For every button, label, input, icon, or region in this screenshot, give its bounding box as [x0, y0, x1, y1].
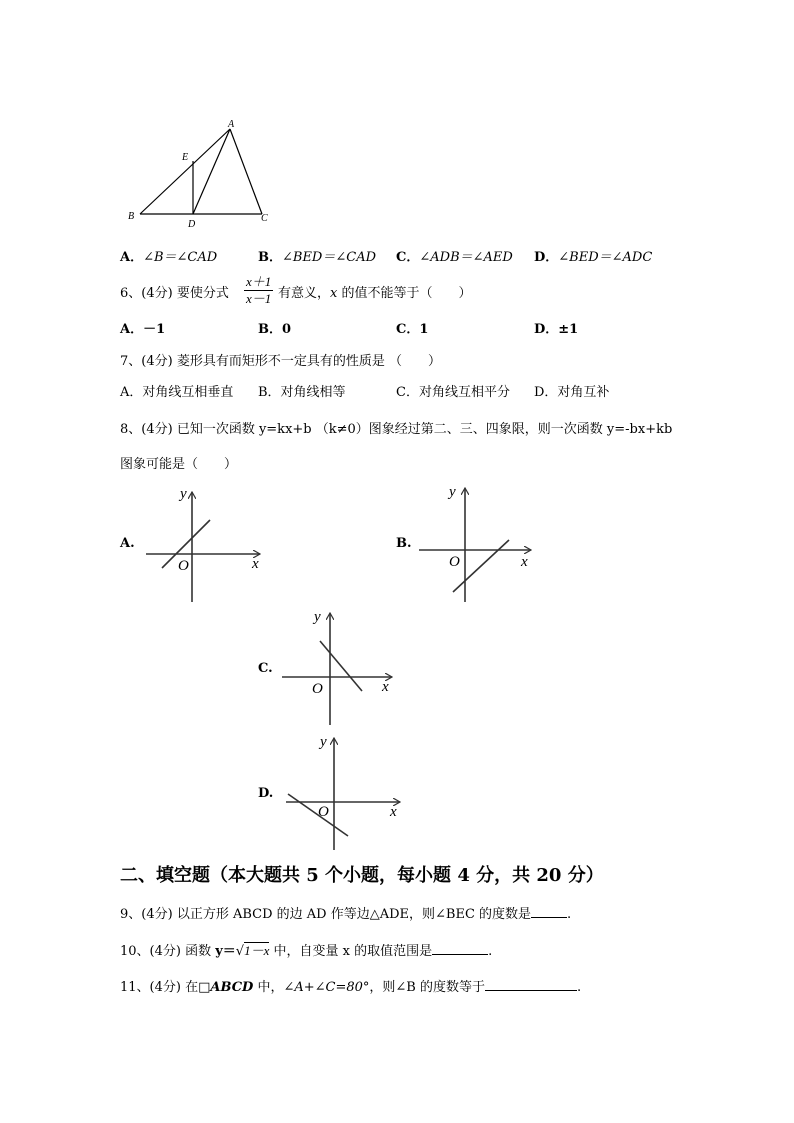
y-axis-label: y: [449, 484, 456, 500]
function-line: [320, 641, 362, 691]
q5-option-a-text: ∠B＝∠CAD: [143, 250, 218, 265]
q11-suffix: ，则∠B 的度数等于: [369, 980, 485, 995]
q5-option-a: [120, 250, 217, 266]
origin-label: O: [312, 681, 323, 697]
q6-prefix: 6、(4分) 要使分式: [120, 286, 229, 301]
q10: [120, 942, 492, 960]
q8-graph-d: [282, 730, 404, 852]
x-axis-label: x: [252, 556, 259, 572]
q9: [120, 905, 571, 923]
q9-end: .: [567, 907, 572, 922]
segment-ad: [193, 129, 230, 214]
q5-option-d-letter: D．: [534, 250, 559, 265]
label-c: C: [261, 213, 268, 224]
q11-condition: ∠A+∠C=80°: [283, 980, 370, 995]
y-axis-label: y: [180, 486, 187, 502]
q8-option-a-label: A.: [120, 536, 135, 551]
q8-graph-a: [140, 482, 270, 604]
triangle-figure: [120, 115, 280, 235]
q6-suffix-b: 的值不能等于（ ）: [337, 286, 472, 301]
q5-option-d-text: ∠BED＝∠ADC: [558, 250, 653, 265]
q5-option-d: [534, 250, 652, 266]
q7-stem: 7、(4分) 菱形具有而矩形不一定具有的性质是 （ ）: [120, 354, 441, 369]
q11-prefix: 11、(4分) 在: [120, 980, 199, 995]
origin-label: O: [318, 804, 329, 820]
q5-option-b: [258, 250, 376, 266]
q7-option-b: B．对角线相等: [258, 385, 346, 400]
q7-option-a: A．对角线互相垂直: [120, 385, 234, 400]
q11-parallelogram: □ABCD: [198, 980, 254, 995]
q11-mid: 中，: [253, 980, 284, 995]
q10-suffix: 中，自变量 x 的取值范围是: [269, 944, 433, 959]
origin-label: O: [178, 558, 189, 574]
q6-fraction-denominator: x－1: [246, 291, 272, 306]
q11-answer-blank[interactable]: [485, 978, 577, 991]
section-2-title: 二、填空题（本大题共 5 个小题，每小题 4 分，共 20 分）: [120, 865, 604, 886]
q8-stem-line1: 8、(4分) 已知一次函数 y=kx+b （k≠0）图象经过第二、三、四象限，则一次函数 y=-bx+kb: [120, 422, 673, 437]
function-line: [453, 540, 509, 592]
q10-answer-blank[interactable]: [432, 942, 488, 955]
q10-prefix: 10、(4分) 函数: [120, 944, 216, 959]
q8-graph-c: [278, 605, 400, 727]
q6-fraction: [244, 274, 273, 307]
q10-radicand: 1－x: [244, 943, 270, 958]
q8-graph-b: [415, 482, 545, 604]
q9-text: 9、(4分) 以正方形 ABCD 的边 AD 作等边△ADE，则∠BEC 的度数是: [120, 907, 532, 922]
x-axis-label: x: [521, 554, 528, 570]
q8-stem-line2: 图象可能是（ ）: [120, 457, 238, 472]
q5-option-a-letter: A．: [120, 250, 144, 265]
x-axis-label: x: [382, 679, 389, 695]
label-a: A: [228, 119, 235, 130]
q5-option-c-text: ∠ADB＝∠AED: [419, 250, 513, 265]
q5-option-c: [396, 250, 513, 266]
q6-suffix-a: 有意义，: [278, 286, 331, 301]
q8-option-c-label: C.: [258, 661, 273, 676]
q6-var: x: [330, 286, 338, 301]
y-axis-label: y: [320, 734, 327, 750]
q6-suffix: [278, 286, 472, 302]
q5-option-b-text: ∠BED＝∠CAD: [282, 250, 377, 265]
q7-option-c: C．对角线互相平分: [396, 385, 510, 400]
segment-ba: [140, 129, 230, 214]
q10-end: .: [488, 944, 493, 959]
q5-option-b-letter: B．: [258, 250, 282, 265]
origin-label: O: [449, 554, 460, 570]
q7-option-d: D．对角互补: [534, 385, 610, 400]
q6-option-b: B．0: [258, 322, 292, 337]
y-axis-label: y: [314, 609, 321, 625]
label-d: D: [188, 219, 196, 230]
q6-option-c: C．1: [396, 322, 429, 337]
x-axis-label: x: [390, 804, 397, 820]
sqrt-symbol: √: [235, 944, 245, 959]
label-b: B: [128, 211, 135, 222]
q6-option-a: A．－1: [120, 322, 166, 337]
segment-ac: [230, 129, 262, 214]
q11: [120, 978, 581, 996]
q8-option-b-label: B.: [396, 536, 412, 551]
label-e: E: [182, 152, 189, 163]
q8-option-d-label: D.: [258, 786, 274, 801]
q6-option-d: D．±1: [534, 322, 579, 337]
q6-fraction-numerator: x＋1: [246, 274, 272, 289]
q11-end: .: [577, 980, 582, 995]
q9-answer-blank[interactable]: [531, 905, 567, 918]
q5-option-c-letter: C．: [396, 250, 420, 265]
q10-func: y＝: [215, 944, 236, 959]
